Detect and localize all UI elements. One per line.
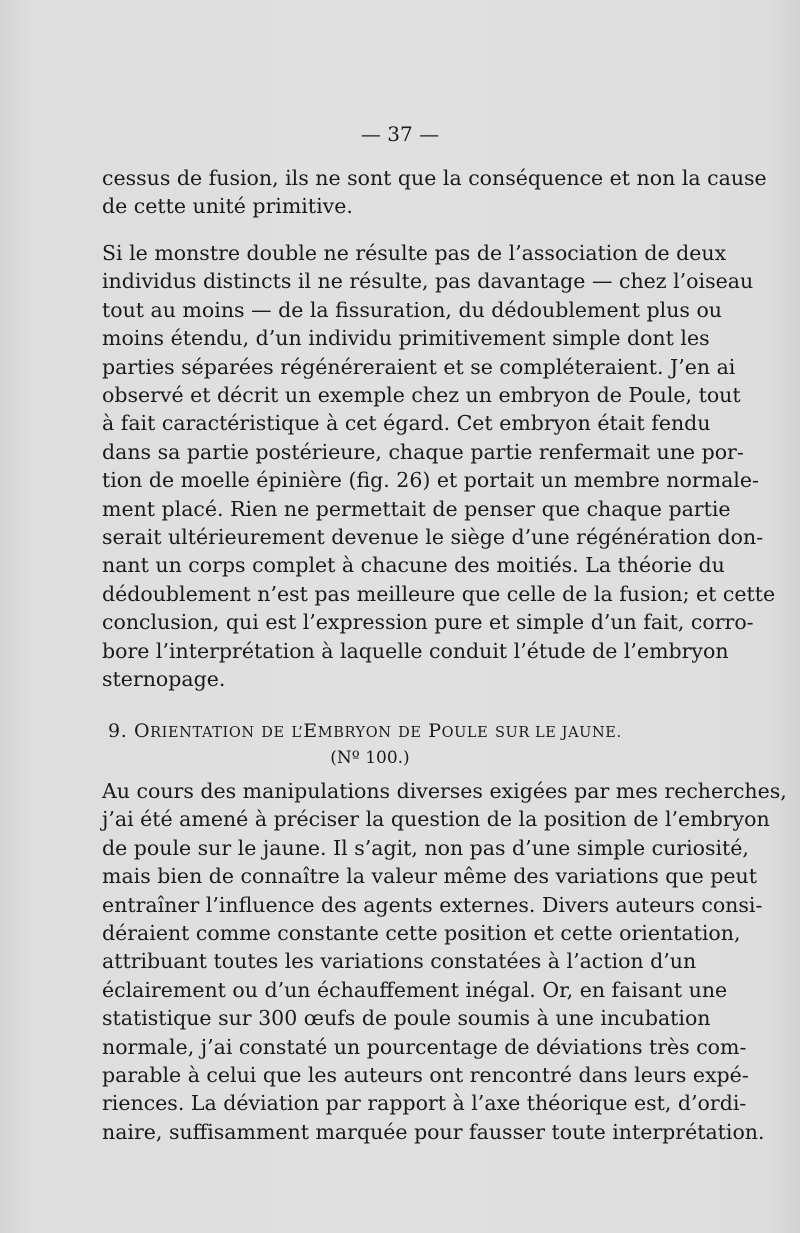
text-line: de cette unité primitive.: [102, 194, 353, 219]
text-line: Au cours des manipulations diverses exigées par mes recherches,: [102, 779, 787, 803]
text-line: parties séparées régénéreraient et se compléteraient. J’en ai: [102, 354, 736, 379]
section-heading: 9. ORIENTATION DE L’EMBRYON DE POULE SUR LE JAUNE.: [108, 720, 622, 742]
text-line: serait ultérieurement devenue le siège d’une régénération don-: [102, 525, 764, 550]
text-line: Si le monstre double ne résulte pas de l’association de deux: [102, 241, 727, 265]
text-line: dans sa partie postérieure, chaque partie renfermait une por-: [102, 439, 744, 464]
text-line: attribuant toutes les variations constatées à l’action d’un: [102, 949, 697, 974]
text-line: naire, suffisamment marquée pour fausser toute interprétation.: [102, 1119, 765, 1144]
text-line: entraîner l’influence des agents externes. Divers auteurs consi-: [102, 892, 763, 917]
text-line: bore l’interprétation à laquelle conduit l’étude de l’embryon: [102, 638, 729, 663]
text-line: observé et décrit un exemple chez un embryon de Poule, tout: [102, 383, 741, 408]
page-number: — 37 —: [360, 122, 440, 146]
paragraph-orientation: [102, 777, 787, 1146]
text-line: conclusion, qui est l’expression pure et simple d’un fait, corro-: [102, 610, 754, 635]
text-line: de poule sur le jaune. Il s’agit, non pas d’une simple curiosité,: [102, 835, 749, 860]
text-line: à fait caractéristique à cet égard. Cet embryon était fendu: [102, 411, 711, 436]
text-line: éclairement ou d’un échauffement inégal. Or, en faisant une: [102, 977, 728, 1002]
text-line: mais bien de connaître la valeur même des variations que peut: [102, 864, 757, 889]
text-line: dédoublement n’est pas meilleure que celle de la fusion; et cette: [102, 581, 776, 606]
text-line: parable à celui que les auteurs ont rencontré dans leurs expé-: [102, 1063, 749, 1088]
text-line: j’ai été amené à préciser la question de la position de l’embryon: [102, 807, 770, 832]
text-line: déraient comme constante cette position et cette orientation,: [102, 921, 741, 946]
text-line: tout au moins — de la fissuration, du dédoublement plus ou: [102, 297, 723, 322]
text-line: ment placé. Rien ne permettait de penser que chaque partie: [102, 496, 731, 521]
text-line: normale, j’ai constaté un pourcentage de déviations très com-: [102, 1034, 747, 1059]
text-line: riences. La déviation par rapport à l’axe théorique est, d’ordi-: [102, 1091, 747, 1116]
paragraph-continuation: [102, 164, 767, 221]
text-line: nant un corps complet à chacune des moitiés. La théorie du: [102, 553, 725, 578]
text-line: tion de moelle épinière (fig. 26) et portait un membre normale-: [102, 468, 759, 493]
text-line: sternopage.: [102, 667, 226, 692]
paragraph-monstre-double: [102, 239, 776, 694]
text-line: individus distincts il ne résulte, pas davantage — chez l’oiseau: [102, 269, 754, 294]
text-line: cessus de fusion, ils ne sont que la conséquence et non la cause: [102, 166, 767, 190]
section-number: 9.: [108, 720, 128, 742]
text-line: statistique sur 300 œufs de poule soumis à une incubation: [102, 1006, 711, 1031]
text-line: moins étendu, d’un individu primitivement simple dont les: [102, 326, 710, 351]
section-reference: (Nº 100.): [330, 748, 410, 768]
